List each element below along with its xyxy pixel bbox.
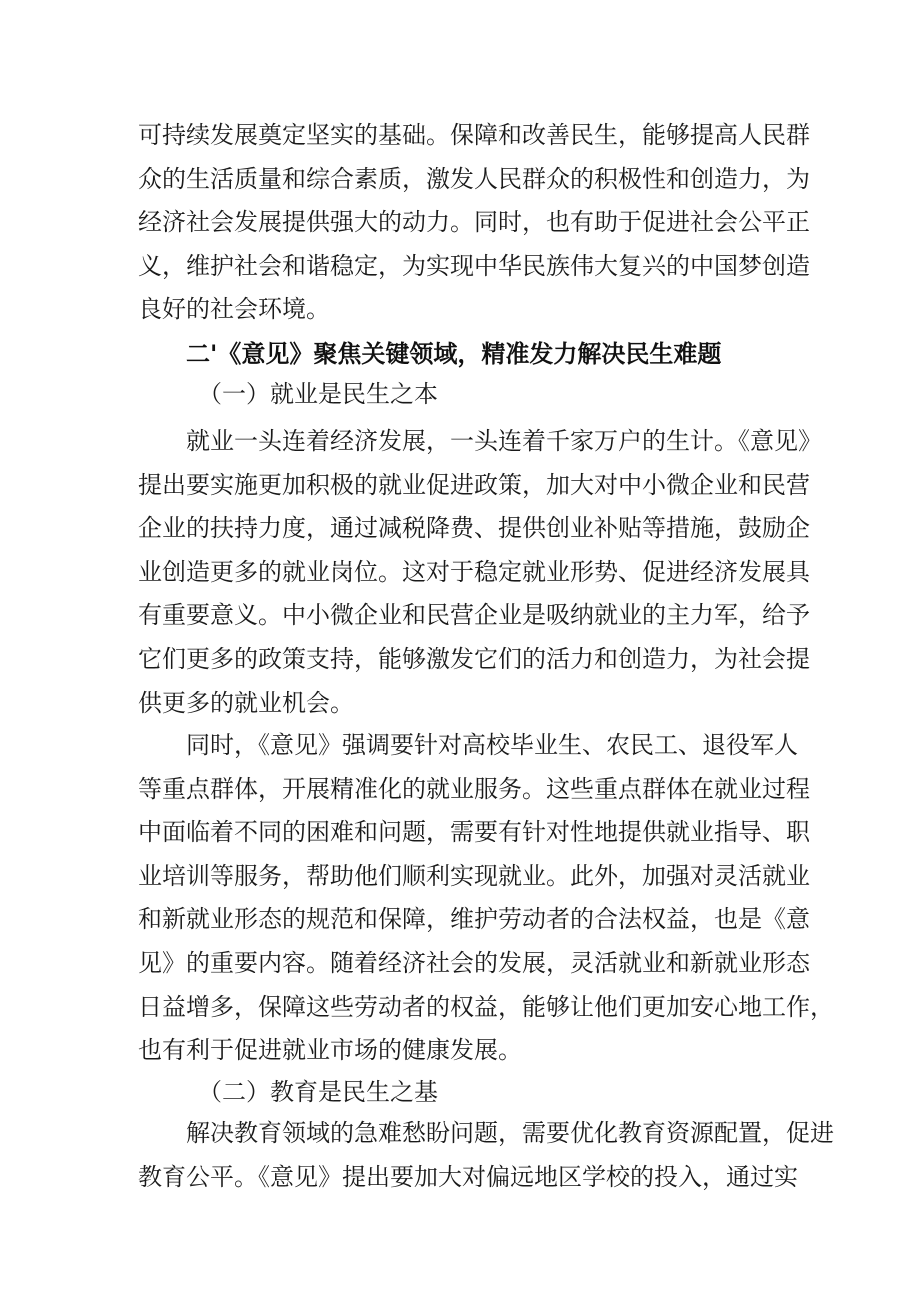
text-line: 它们更多的政策支持，能够激发它们的活力和创造力，为社会提 xyxy=(138,644,810,673)
text-line: 也有利于促进就业市场的健康发展。 xyxy=(138,1036,522,1065)
intro-paragraph xyxy=(138,114,810,332)
text-line: 企业的扶持力度，通过减税降费、提供创业补贴等措施，鼓励企 xyxy=(138,514,810,543)
text-line: 有重要意义。中小微企业和民营企业是吸纳就业的主力军，给予 xyxy=(138,601,810,630)
employment-paragraph-2 xyxy=(138,724,834,1073)
text-line: 义，维护社会和谐稳定，为实现中华民族伟大复兴的中国梦创造 xyxy=(138,251,810,280)
text-line: 可持续发展奠定坚实的基础。保障和改善民生，能够提高人民群 xyxy=(138,121,810,149)
employment-paragraph-1 xyxy=(138,420,822,725)
text-line: 见》的重要内容。随着经济社会的发展，灵活就业和新就业形态 xyxy=(138,948,810,977)
text-line: 良好的社会环境。 xyxy=(138,295,330,324)
education-paragraph-1 xyxy=(138,1112,834,1199)
text-line: 日益增多，保障这些劳动者的权益，能够让他们更加安心地工作， xyxy=(138,992,834,1021)
text-line: 等重点群体，开展精准化的就业服务。这些重点群体在就业过程 xyxy=(138,774,810,803)
text-line: 同时，《意见》强调要针对高校毕业生、农民工、退役军人 xyxy=(186,731,798,759)
text-line: 提出要实施更加积极的就业促进政策，加大对中小微企业和民营 xyxy=(138,470,810,499)
section-heading: 二'《意见》聚焦关键领域，精准发力解决民生难题 xyxy=(186,340,722,368)
text-line: 经济社会发展提供强大的动力。同时，也有助于促进社会公平正 xyxy=(138,208,810,237)
text-line: 众的生活质量和综合素质，激发人民群众的积极性和创造力，为 xyxy=(138,164,810,193)
text-line: 供更多的就业机会。 xyxy=(138,688,354,717)
text-line: 解决教育领域的急难愁盼问题，需要优化教育资源配置，促进 xyxy=(186,1119,834,1147)
text-line: 中面临着不同的困难和问题，需要有针对性地提供就业指导、职 xyxy=(138,818,810,847)
subsection-heading-education: （二）教育是民生之基 xyxy=(198,1078,438,1106)
subsection-heading-employment: （一）就业是民生之本 xyxy=(198,380,438,408)
text-line: 业培训等服务，帮助他们顺利实现就业。此外，加强对灵活就业 xyxy=(138,861,810,890)
text-line: 就业一头连着经济发展，一头连着千家万户的生计。《意见》 xyxy=(186,427,822,455)
text-line: 业创造更多的就业岗位。这对于稳定就业形势、促进经济发展具 xyxy=(138,557,810,586)
text-line: 和新就业形态的规范和保障，维护劳动者的合法权益，也是《意 xyxy=(138,905,810,934)
text-line: 教育公平。《意见》提出要加大对偏远地区学校的投入，通过实 xyxy=(138,1162,798,1191)
